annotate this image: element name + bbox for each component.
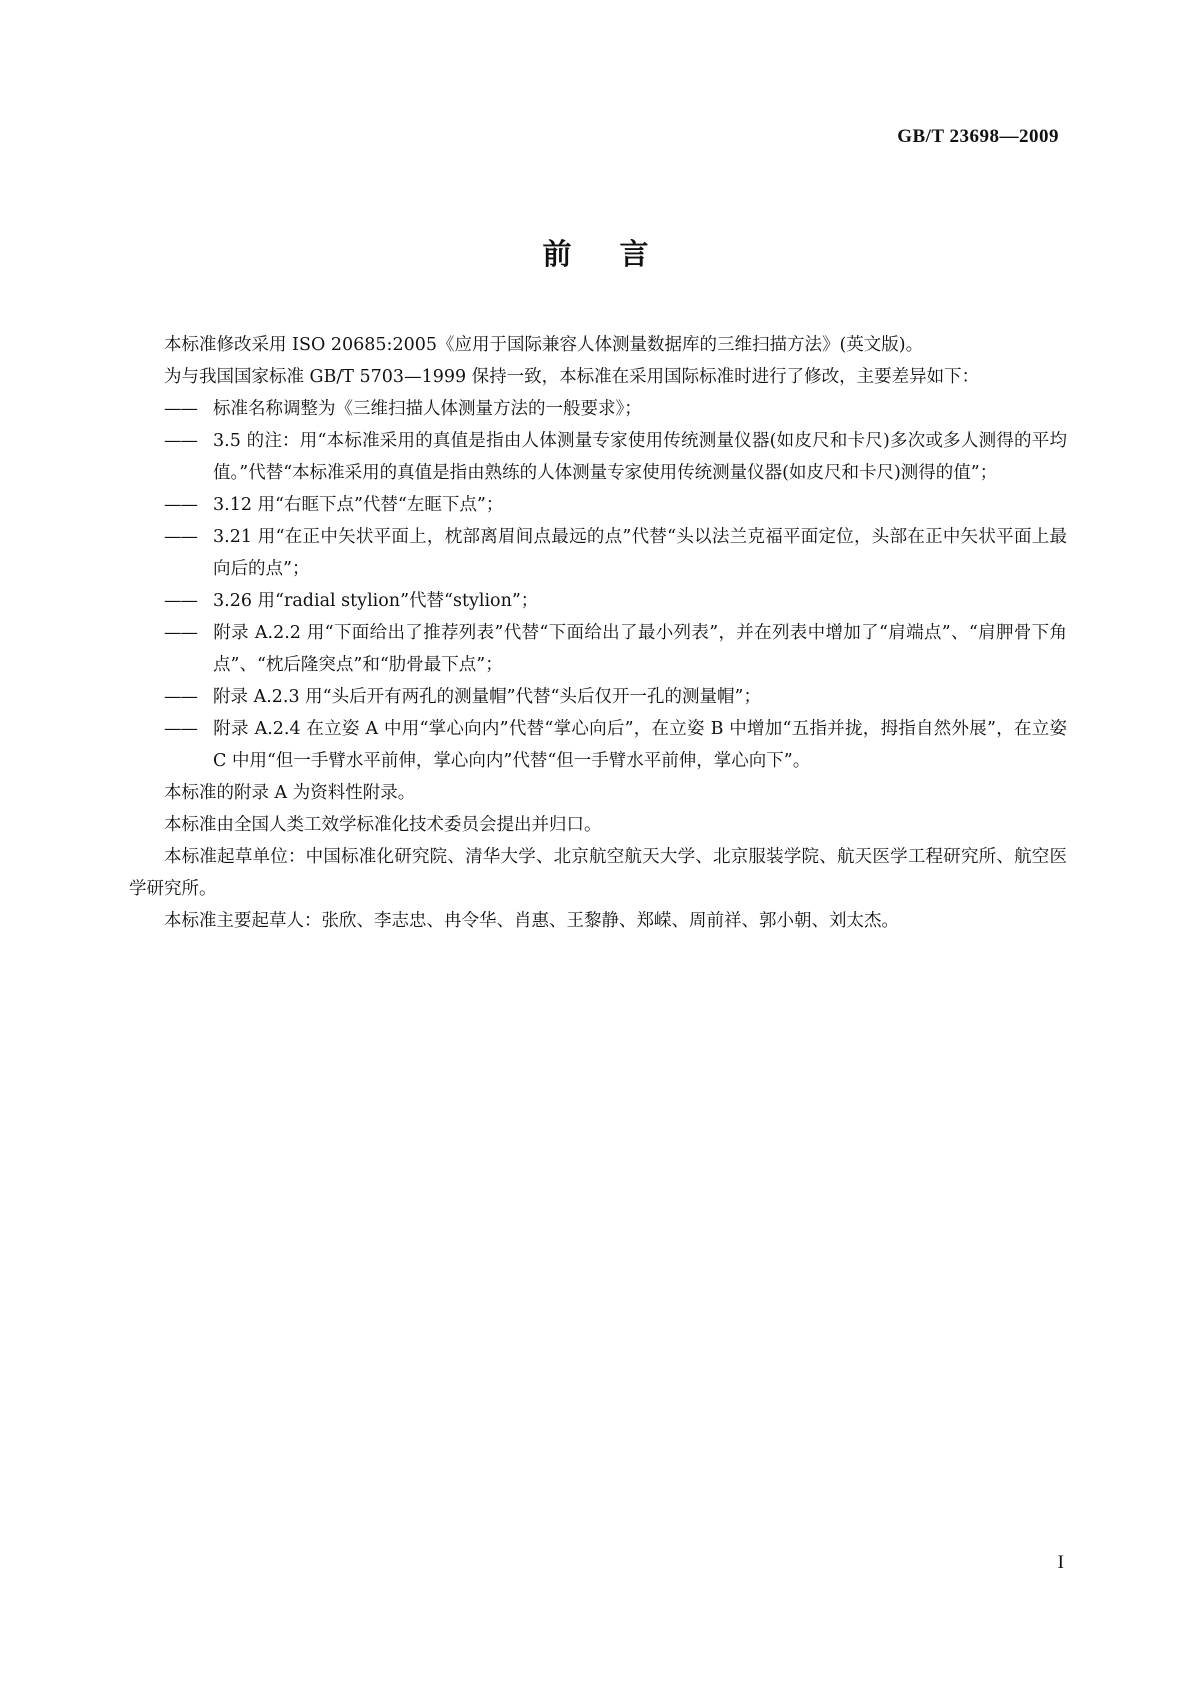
page-title: 前言 bbox=[542, 237, 697, 271]
dash-marker: —— bbox=[164, 623, 197, 643]
list-item bbox=[129, 489, 1067, 521]
dash-marker: —— bbox=[164, 399, 197, 419]
list-item-text: 标准名称调整为《三维扫描人体测量方法的一般要求》； bbox=[213, 399, 642, 419]
list-item-text: 3.21 用“在正中矢状平面上，枕部离眉间点最远的点”代替“头以法兰克福平面定位，头部在正中矢状平面上最向后的点”； bbox=[213, 527, 1067, 579]
paragraph-differences-intro: 为与我国国家标准 GB/T 5703—1999 保持一致，本标准在采用国际标准时进行了修改，主要差异如下： bbox=[164, 367, 980, 387]
foreword-body bbox=[129, 329, 1067, 937]
standard-code: GB/T 23698—2009 bbox=[897, 126, 1059, 147]
list-item-text: 附录 A.2.4 在立姿 A 中用“掌心向内”代替“掌心向后”，在立姿 B 中增加“五指并拢，拇指自然外展”，在立姿 C 中用“但一手臂水平前伸，掌心向内”代替“但一手臂水平前伸，掌心向下”。 bbox=[213, 719, 1067, 771]
list-item-text: 3.12 用“右眶下点”代替“左眶下点”； bbox=[213, 495, 504, 515]
dash-marker: —— bbox=[164, 687, 197, 707]
list-item bbox=[129, 585, 1067, 617]
paragraph-annex: 本标准的附录 A 为资料性附录。 bbox=[164, 783, 416, 803]
list-item bbox=[129, 713, 1067, 777]
page-number: I bbox=[1057, 1552, 1064, 1573]
list-item bbox=[129, 681, 1067, 713]
paragraph-drafting-units: 本标准起草单位：中国标准化研究院、清华大学、北京航空航天大学、北京服装学院、航天医学工程研究所、航空医学研究所。 bbox=[129, 847, 1067, 899]
dash-marker: —— bbox=[164, 719, 197, 739]
list-item-text: 3.26 用“radial stylion”代替“stylion”； bbox=[213, 591, 539, 611]
dash-marker: —— bbox=[164, 431, 197, 451]
list-item-text: 附录 A.2.2 用“下面给出了推荐列表”代替“下面给出了最小列表”，并在列表中增加了“肩端点”、“肩胛骨下角点”、“枕后隆突点”和“肋骨最下点”； bbox=[213, 623, 1067, 675]
paragraph-adoption: 本标准修改采用 ISO 20685:2005《应用于国际兼容人体测量数据库的三维扫描方法》(英文版)。 bbox=[164, 335, 924, 355]
paragraph-drafters: 本标准主要起草人：张欣、李志忠、冉令华、肖惠、王黎静、郑嵘、周前祥、郭小朝、刘太杰。 bbox=[164, 911, 899, 931]
list-item bbox=[129, 425, 1067, 489]
paragraph-proposer: 本标准由全国人类工效学标准化技术委员会提出并归口。 bbox=[164, 815, 602, 835]
dash-marker: —— bbox=[164, 495, 197, 515]
list-item bbox=[129, 617, 1067, 681]
dash-marker: —— bbox=[164, 527, 197, 547]
list-item bbox=[129, 393, 1067, 425]
list-item-text: 附录 A.2.3 用“头后开有两孔的测量帽”代替“头后仅开一孔的测量帽”； bbox=[213, 687, 761, 707]
dash-marker: —— bbox=[164, 591, 197, 611]
list-item-text: 3.5 的注：用“本标准采用的真值是指由人体测量专家使用传统测量仪器(如皮尺和卡尺)多次或多人测得的平均值。”代替“本标准采用的真值是指由熟练的人体测量专家使用传统测量仪器(如皮尺和卡尺)测得的值”； bbox=[213, 431, 1067, 483]
list-item bbox=[129, 521, 1067, 585]
